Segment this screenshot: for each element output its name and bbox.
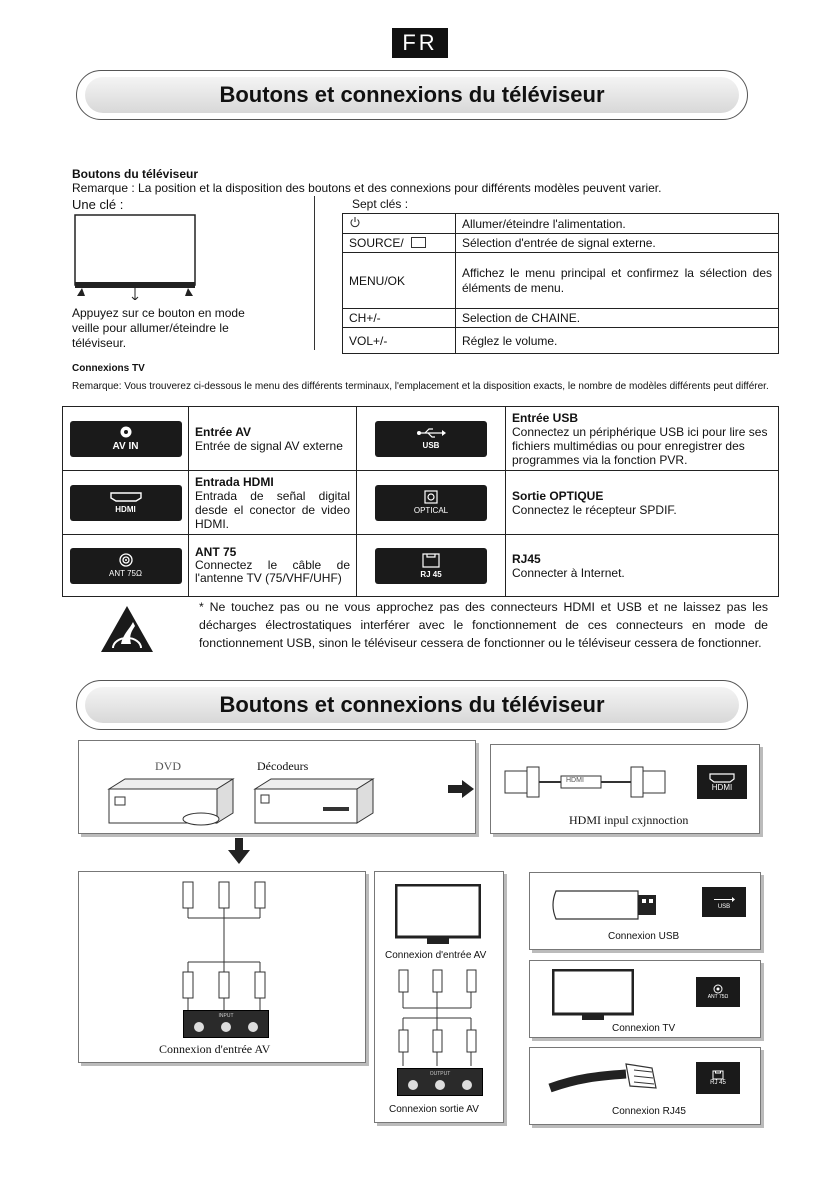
optical-port xyxy=(375,485,487,521)
rj45-icon xyxy=(422,553,440,568)
power-icon xyxy=(349,216,361,228)
input-label: INPUT xyxy=(218,1013,234,1019)
arrow-down-icon xyxy=(228,838,250,864)
connections-heading: Connexions TV xyxy=(72,363,145,374)
port-label: HDMI xyxy=(115,505,136,514)
output-label: OUTPUT xyxy=(429,1071,451,1077)
rj45-port-graphic xyxy=(696,1062,740,1094)
key-description: Sélection d'entrée de signal externe. xyxy=(456,234,779,253)
table-row xyxy=(63,407,779,471)
key-label: SOURCE/ xyxy=(349,236,404,250)
port-label: RJ 45 xyxy=(710,1080,726,1086)
ethernet-cable-illustration xyxy=(548,1058,668,1102)
connection-desc: Entrée de signal AV externe xyxy=(195,438,343,453)
key-description: Réglez le volume. xyxy=(456,328,779,354)
connection-desc: Connectez le récepteur SPDIF. xyxy=(512,502,677,517)
av-in-icon xyxy=(119,425,133,439)
table-row xyxy=(343,214,779,234)
dvd-label: DVD xyxy=(155,759,181,773)
usb-port xyxy=(375,421,487,457)
esd-warning-icon xyxy=(99,604,155,654)
antenna-icon xyxy=(119,553,133,567)
column-divider xyxy=(314,196,315,350)
tv-caption: Connexion TV xyxy=(612,1023,676,1034)
rca-cable-illustration-2 xyxy=(393,968,485,1068)
rj45-port xyxy=(375,548,487,584)
port-label: OPTICAL xyxy=(413,506,449,515)
usb-icon xyxy=(416,427,446,439)
rj45-icon xyxy=(712,1070,724,1080)
connection-info xyxy=(506,471,779,535)
hdmi-icon xyxy=(109,491,143,503)
connection-desc: Connecter à Internet. xyxy=(512,565,625,580)
connection-info xyxy=(506,535,779,597)
key-cell xyxy=(343,234,456,253)
connection-title: Sortie OPTIQUE xyxy=(512,488,604,503)
seven-keys-title: Sept clés : xyxy=(352,197,409,211)
av-input-panel xyxy=(78,871,366,1063)
av-input-caption-mid: Connexion d'entrée AV xyxy=(385,950,487,961)
rj45-caption: Connexion RJ45 xyxy=(612,1106,686,1117)
port-cell xyxy=(63,471,189,535)
connection-desc: Entrada de señal digital desde el conector de video HDMI. xyxy=(195,488,350,531)
connection-info xyxy=(189,407,357,471)
table-row xyxy=(343,328,779,354)
hdmi-port-graphic xyxy=(697,765,747,799)
connection-title: Entrée AV xyxy=(195,424,252,439)
source-devices-panel xyxy=(78,740,476,834)
av-input-jack-panel xyxy=(183,1010,269,1038)
port-cell xyxy=(357,471,506,535)
connection-title: ANT 75 xyxy=(195,545,237,559)
one-key-description: Appuyez sur ce bouton en mode veille pour allumer/éteindre le téléviseur. xyxy=(72,306,245,350)
connection-title: RJ45 xyxy=(512,551,541,566)
buttons-remark: Remarque : La position et la disposition des boutons et des connexions pour différents modèles peuvent varier. xyxy=(72,181,662,195)
port-label: ANT 75Ω xyxy=(109,569,142,578)
section-banner-1 xyxy=(76,70,748,120)
tv-illustration xyxy=(552,969,634,1021)
connection-desc: Connectez un périphérique USB ici pour lire ses fichiers multimédias ou pour enregistrer des programmes via la fonction PVR. xyxy=(512,424,768,467)
section-banner-2 xyxy=(76,680,748,730)
tv-illustration xyxy=(395,884,481,946)
dvd-decoder-illustration xyxy=(105,775,445,831)
key-label: CH+/- xyxy=(343,309,456,328)
antenna-port xyxy=(70,548,182,584)
usb-icon xyxy=(713,895,735,904)
connection-title: Entrada HDMI xyxy=(195,474,274,489)
av-in-port xyxy=(70,421,182,457)
hdmi-cable-illustration xyxy=(501,763,681,799)
hdmi-caption: HDMI inpul cxjnnoction xyxy=(569,813,689,827)
key-label: VOL+/- xyxy=(343,328,456,354)
port-label: USB xyxy=(717,903,731,910)
hdmi-connection-panel xyxy=(490,744,760,834)
table-row xyxy=(343,253,779,309)
av-input-caption-left: Connexion d'entrée AV xyxy=(159,1042,271,1056)
av-output-caption: Connexion sortie AV xyxy=(389,1104,479,1115)
hdmi-icon xyxy=(709,773,735,783)
section-title-1: Boutons et connexions du téléviseur xyxy=(85,77,739,113)
rj45-connection-panel xyxy=(529,1047,761,1125)
language-badge: FR xyxy=(392,28,448,58)
keys-table xyxy=(342,213,779,354)
usb-connection-panel xyxy=(529,872,761,950)
rca-cable-illustration xyxy=(175,878,275,1028)
decoder-label: Décodeurs xyxy=(257,759,309,773)
connections-remark: Remarque: Vous trouverez ci-dessous le menu des différents terminaux, l'emplacement et la disposition exacts, le nombre de modèles différents peut différer. xyxy=(72,381,769,392)
table-row xyxy=(63,471,779,535)
usb-caption: Connexion USB xyxy=(608,931,680,942)
antenna-port-graphic xyxy=(696,977,740,1007)
optical-icon xyxy=(424,490,438,504)
port-label: USB xyxy=(422,441,440,450)
port-label: HDMI xyxy=(711,782,733,792)
tv-front-illustration xyxy=(74,214,196,300)
connection-desc: Connectez le câble de l'antenne TV (75/VHF/UHF) xyxy=(195,558,350,585)
connections-table xyxy=(62,406,779,597)
tv-connection-panel xyxy=(529,960,761,1038)
arrow-right-icon xyxy=(448,780,474,798)
usb-stick-illustration xyxy=(548,887,660,923)
source-icon xyxy=(411,237,426,248)
one-key-title: Une clé : xyxy=(72,197,124,212)
key-description: Selection de CHAINE. xyxy=(456,309,779,328)
antenna-icon xyxy=(713,984,723,994)
key-description: Affichez le menu principal et confirmez la sélection des éléments de menu. xyxy=(456,253,779,309)
table-row xyxy=(63,535,779,597)
port-cell xyxy=(63,407,189,471)
section-title-2: Boutons et connexions du téléviseur xyxy=(85,687,739,723)
hdmi-cable-label: HDMI xyxy=(566,777,584,784)
buttons-heading: Boutons du téléviseur xyxy=(72,167,199,181)
hdmi-port xyxy=(70,485,182,521)
connection-info xyxy=(506,407,779,471)
table-row xyxy=(343,234,779,253)
key-cell xyxy=(343,214,456,234)
usb-port-graphic xyxy=(702,887,746,917)
av-output-jack-panel xyxy=(397,1068,483,1096)
connection-title: Entrée USB xyxy=(512,410,579,425)
esd-warning-text: * Ne touchez pas ou ne vous approchez pas des connecteurs HDMI et USB et ne laissez pas les décharges électrostatiques interférer avec le fonctionnement de ces connecteurs en mode de fonctionnement USB, sinon le téléviseur cessera de fonctionner ou le téléviseur cessera de fonctionner. xyxy=(199,600,768,650)
table-row xyxy=(343,309,779,328)
key-label: MENU/OK xyxy=(343,253,456,309)
port-label: AV IN xyxy=(112,441,139,452)
port-cell xyxy=(357,535,506,597)
port-label: RJ 45 xyxy=(420,569,442,579)
port-cell xyxy=(357,407,506,471)
connection-info xyxy=(189,535,357,597)
connection-info xyxy=(189,471,357,535)
port-label: ANT 75Ω xyxy=(707,994,729,1000)
av-output-panel xyxy=(374,871,504,1123)
port-cell xyxy=(63,535,189,597)
key-description: Allumer/éteindre l'alimentation. xyxy=(456,214,779,234)
